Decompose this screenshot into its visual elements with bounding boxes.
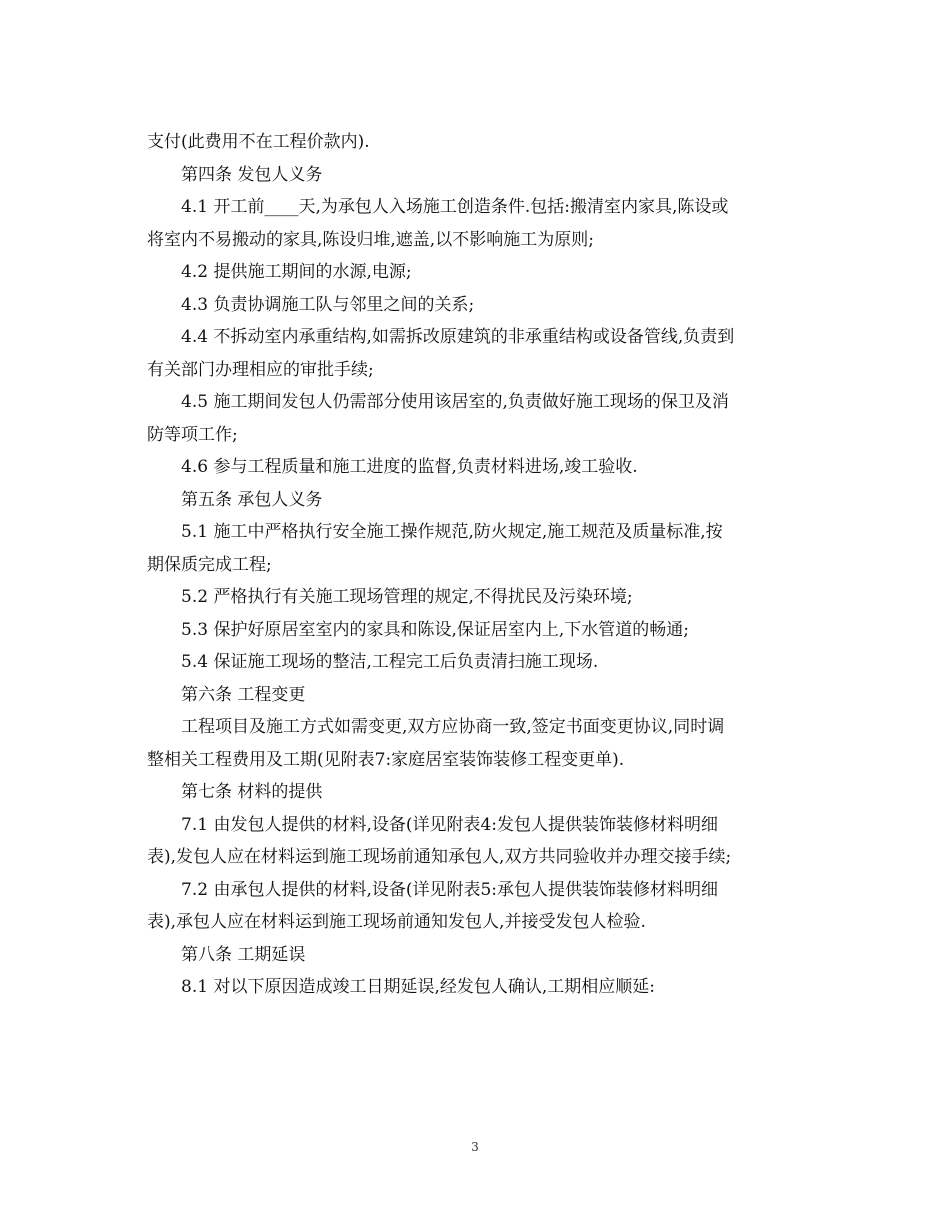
text-line: 表),承包人应在材料运到施工现场前通知发包人,并接受发包人检验. bbox=[147, 912, 646, 932]
text-line: 4.3 负责协调施工队与邻里之间的关系; bbox=[181, 294, 475, 315]
text-line: 5.4 保证施工现场的整洁,工程完工后负责清扫施工现场. bbox=[181, 652, 599, 672]
text-line: 工程项目及施工方式如需变更,双方应协商一致,签定书面变更协议,同时调 bbox=[181, 717, 725, 737]
text-line: 第四条 发包人义务 bbox=[181, 164, 323, 185]
text-line: 4.4 不拆动室内承重结构,如需拆改原建筑的非承重结构或设备管线,负责到 bbox=[181, 327, 735, 347]
text-line: 第七条 材料的提供 bbox=[181, 782, 323, 802]
text-line: 第八条 工期延误 bbox=[181, 944, 306, 965]
text-line: 4.2 提供施工期间的水源,电源; bbox=[181, 262, 412, 282]
text-line: 防等项工作; bbox=[147, 424, 238, 445]
text-line: 将室内不易搬动的家具,陈设归堆,遮盖,以不影响施工为原则; bbox=[147, 229, 594, 250]
text-line: 支付(此费用不在工程价款内). bbox=[147, 132, 370, 152]
text-line: 第五条 承包人义务 bbox=[181, 489, 323, 510]
text-line: 5.3 保护好原居室室内的家具和陈设,保证居室内上,下水管道的畅通; bbox=[181, 619, 689, 640]
text-line: 整相关工程费用及工期(见附表7:家庭居室装饰装修工程变更单). bbox=[147, 749, 625, 770]
text-line: 7.2 由承包人提供的材料,设备(详见附表5:承包人提供装饰装修材料明细 bbox=[181, 879, 719, 900]
text-line: 5.2 严格执行有关施工现场管理的规定,不得扰民及污染环境; bbox=[181, 587, 633, 607]
text-line: 4.1 开工前____天,为承包人入场施工创造条件.包括:搬清室内家具,陈设或 bbox=[181, 197, 729, 217]
text-line: 第六条 工程变更 bbox=[181, 684, 306, 705]
text-line: 5.1 施工中严格执行安全施工操作规范,防火规定,施工规范及质量标准,按 bbox=[181, 522, 723, 542]
page-number: 3 bbox=[471, 1140, 479, 1154]
text-line: 7.1 由发包人提供的材料,设备(详见附表4:发包人提供装饰装修材料明细 bbox=[181, 814, 719, 835]
text-line: 8.1 对以下原因造成竣工日期延误,经发包人确认,工期相应顺延: bbox=[181, 977, 655, 997]
text-line: 期保质完成工程; bbox=[147, 554, 272, 575]
text-line: 表),发包人应在材料运到施工现场前通知承包人,双方共同验收并办理交接手续; bbox=[147, 847, 732, 867]
document-body bbox=[147, 126, 807, 1004]
text-line: 4.6 参与工程质量和施工进度的监督,负责材料进场,竣工验收. bbox=[181, 457, 638, 477]
text-line: 有关部门办理相应的审批手续; bbox=[147, 359, 374, 380]
text-line: 4.5 施工期间发包人仍需部分使用该居室的,负责做好施工现场的保卫及消 bbox=[181, 392, 729, 412]
